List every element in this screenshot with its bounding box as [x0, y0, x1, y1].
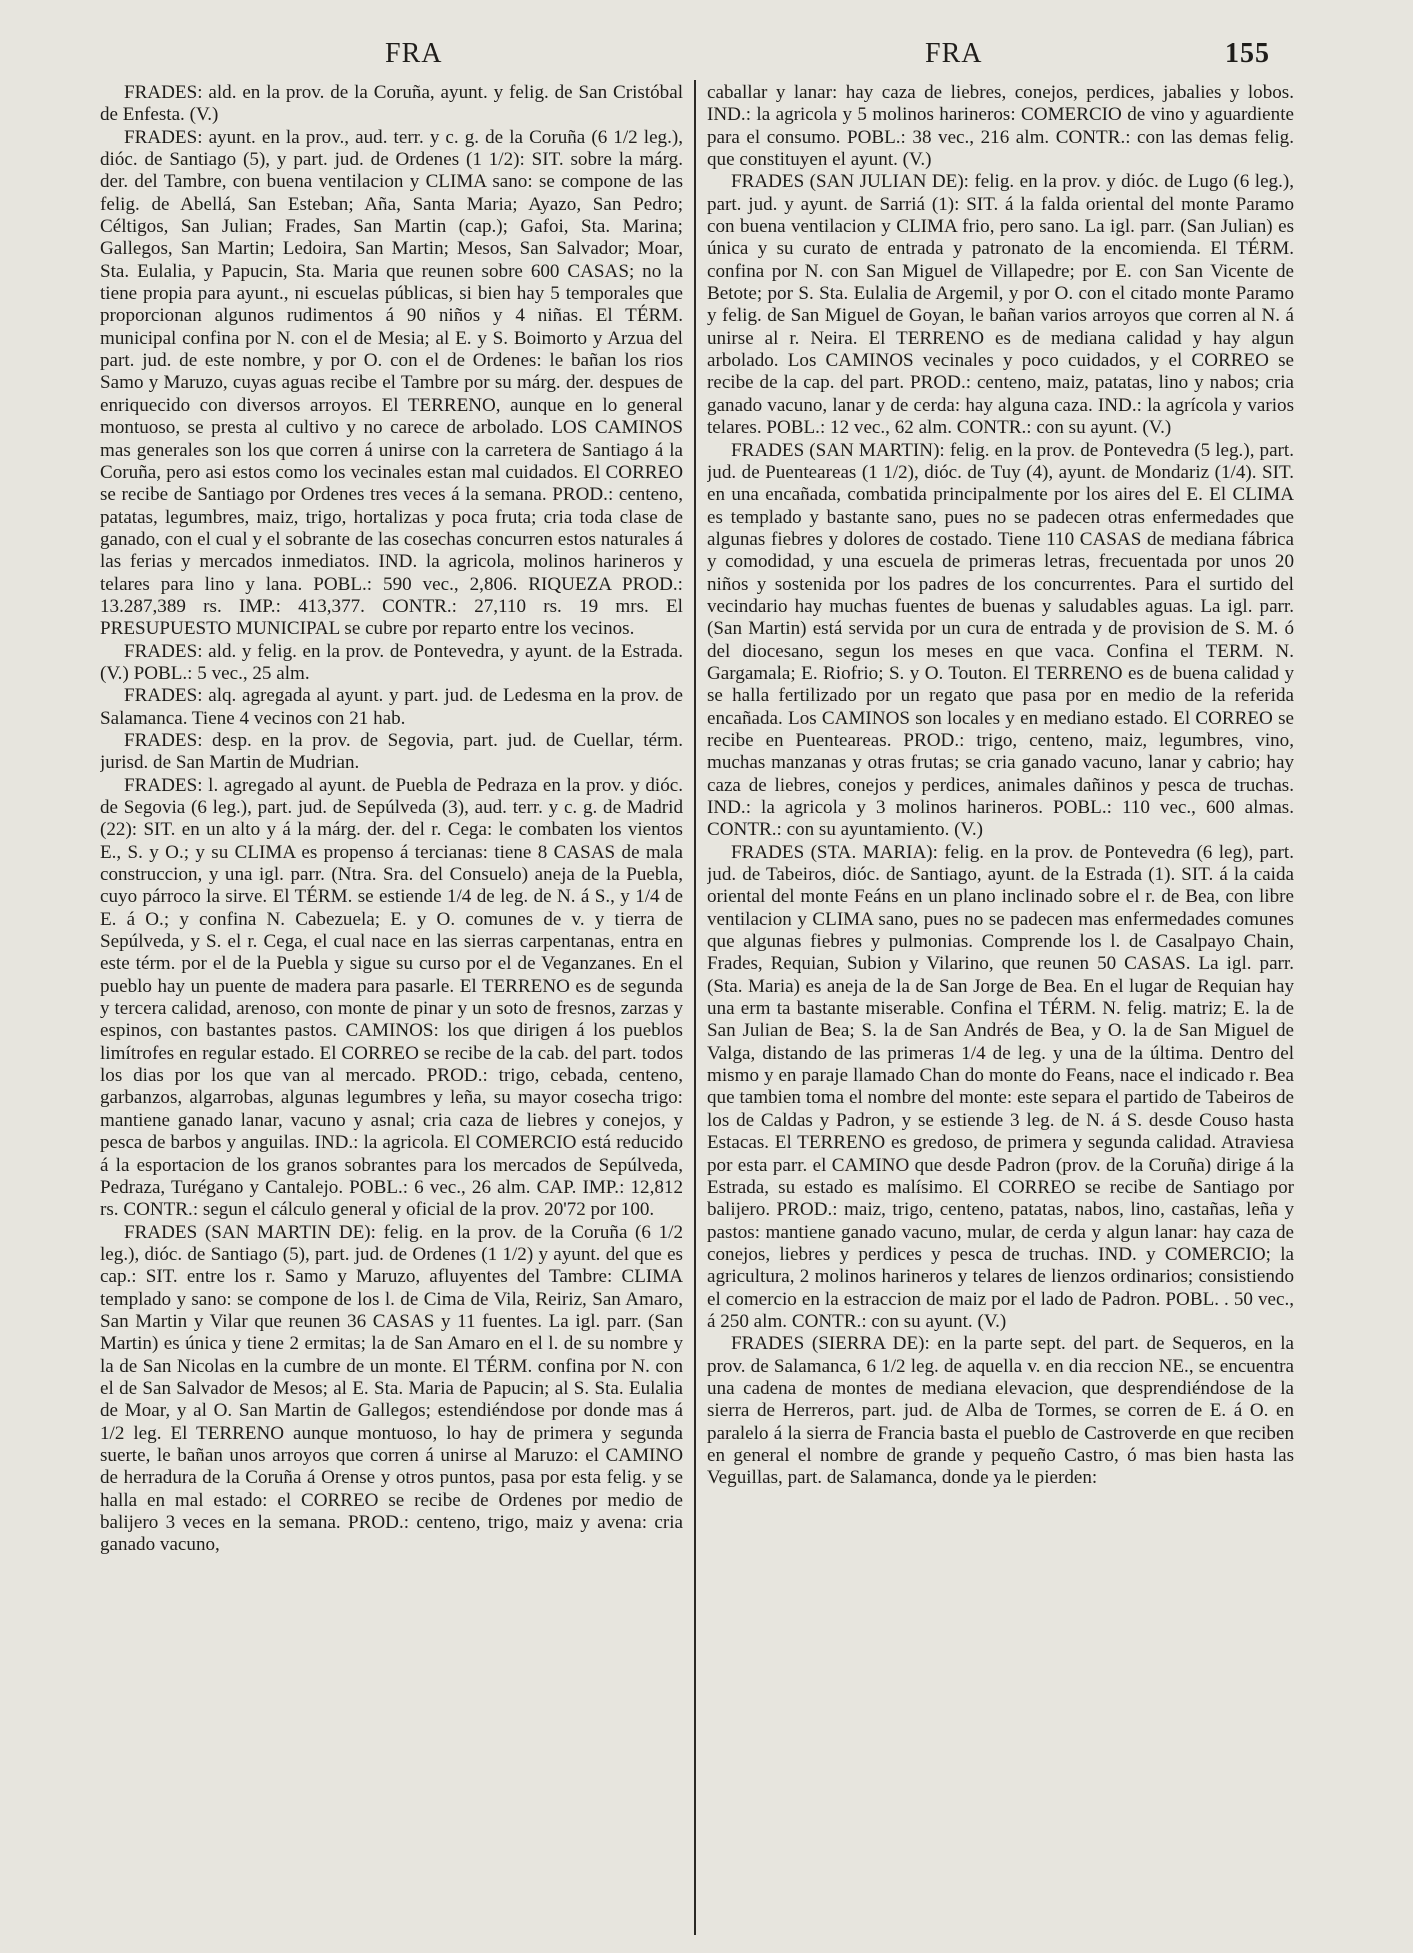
entry-frades-ledesma: FRADES: alq. agregada al ayunt. y part. jud. de Ledesma en la prov. de Salamanca. Tiene 4 vecinos con 21 hab. — [100, 685, 683, 729]
entry-frades-sierra-de: FRADES (SIERRA DE): en la parte sept. del part. de Sequeros, en la prov. de Salamanca, 6 1/2 leg. de aquella v. en dia reccion NE., se encuentra una cadena de montes de mediana elevacion, que desprendiéndose de la sierra de Herreros, part. jud. de Alba de Tormes, se corren de E. á O. en paralelo á la sierra de Francia basta el pueblo de Castroverde en que reciben en general el nombre de grande y pequeño Castro, ó mas bien hasta las Veguillas, part. de Salamanca, donde ya le pierden: — [707, 1333, 1294, 1489]
entry-frades-san-martin-de: FRADES (SAN MARTIN DE): felig. en la prov. de la Coruña (6 1/2 leg.), dióc. de Santiago (5), part. jud. de Ordenes (1 1/2) y ayunt. del que es cap.: SIT. entre los r. Samo y Maruzo, afluyentes del Tambre: CLIMA templado y sano: se compone de los l. de Cima de Vila, Reiriz, San Amaro, San Martin y Vilar que reunen 36 CASAS y 11 fuentes. La igl. parr. (San Martin) es única y tiene 2 ermitas; la de San Amaro en el l. de su nombre y la de San Nicolas en la cumbre de un monte. El TÉRM. confina por N. con el de San Salvador de Mesos; al E. Sta. Maria de Papucin; al S. Sta. Eulalia de Moar, y al O. San Martin de Gallegos; estendiéndose por donde mas á 1/2 leg. El TERRENO aunque montuoso, lo hay de primera y segunda suerte, le bañan unos arroyos que corren á unirse al Maruzo: el CAMINO de herradura de la Coruña á Orense y otros puntos, pasa por esta felig. y se halla en mal estado: el CORREO se recibe de Ordenes por medio de balijero 3 veces en la semana. PROD.: centeno, trigo, maiz y avena: cria ganado vacuno, — [100, 1221, 683, 1556]
entry-frades-aldea-coruna: FRADES: ald. en la prov. de la Coruña, ayunt. y felig. de San Cristóbal de Enfesta. (V.) — [100, 82, 683, 126]
entry-frades-pontevedra-estrada: FRADES: ald. y felig. en la prov. de Pontevedra, y ayunt. de la Estrada. (V.) POBL.: 5 vec., 25 alm. — [100, 640, 683, 684]
page-number: 155 — [1225, 38, 1270, 69]
right-column — [707, 82, 1294, 1937]
entry-frades-sta-maria: FRADES (STA. MARIA): felig. en la prov. de Pontevedra (6 leg), part. jud. de Tabeiros, dióc. de Santiago, ayunt. de la Estrada (1). SIT. á la caida oriental del monte Feáns en un plano inclinado sobre el r. de Bea, con libre ventilacion y CLIMA sano, pues no se padecen mas enfermedades comunes que algunas fiebres y pulmonias. Comprende los l. de Casalpayo Chain, Frades, Requian, Subion y Vilarino, que reunen 50 CASAS. La igl. parr. (Sta. Maria) es aneja de la de San Jorge de Bea. En el lugar de Requian hay una erm ta bastante miserable. Confina el TÉRM. N. felig. matriz; E. la de San Julian de Bea; S. la de San Andrés de Bea, y O. la de San Miguel de Valga, distando de las primeras 1/4 de leg. y una de la última. Dentro del mismo y en paraje llamado Chan do monte do Feans, nace el indicado r. Bea que tambien toma el nombre del monte: este separa el partido de Tabeiros de los de Caldas y Padron, y se estiende 3 leg. de N. á S. desde Couso hasta Estacas. El TERRENO es gredoso, de primera y segunda calidad. Atraviesa por esta parr. el CAMINO que desde Padron (prov. de la Coruña) dirige á la Estrada, su estado es malísimo. El CORREO se recibe de Santiago por balijero. PROD.: maiz, trigo, centeno, patatas, nabos, lino, castañas, leña y pastos: mantiene ganado vacuno, mular, de cerda y algun lanar: hay caza de conejos, liebres y perdices y pesca de truchas. IND. y COMERCIO; la agricultura, 2 molinos harineros y telares de lienzos ordinarios; consistiendo el comercio en la estraccion de maiz por el lado de Padron. POBL. . 50 vec., á 250 alm. CONTR.: con su ayunt. (V.) — [707, 841, 1294, 1332]
entry-continuation: caballar y lanar: hay caza de liebres, conejos, perdices, jabalies y lobos. IND.: la agricola y 5 molinos harineros: COMERCIO de vino y aguardiente para el consumo. POBL.: 38 vec., 216 alm. CONTR.: con las demas felig. que constituyen el ayunt. (V.) — [707, 82, 1294, 171]
entry-frades-ayuntamiento: FRADES: ayunt. en la prov., aud. terr. y c. g. de la Coruña (6 1/2 leg.), dióc. de Santiago (5), y part. jud. de Ordenes (1 1/2): SIT. sobre la márg. der. del Tambre, con buena ventilacion y CLIMA sano: se compone de las felig. de Abellá, San Esteban; Aña, Santa Maria; Ayazo, San Pedro; Céltigos, San Julian; Frades, San Martin (cap.); Gafoi, Sta. Marina; Gallegos, San Martin; Ledoira, San Martin; Mesos, San Salvador; Moar, Sta. Eulalia, y Papucin, Sta. Maria que reunen sobre 600 CASAS; no la tiene propia para ayunt., ni escuelas públicas, si bien hay 5 temporales que proporcionan algunos rudimentos á 90 niños y 4 niñas. El TÉRM. municipal confina por N. con el de Mesia; al E. y S. Boimorto y Arzua del part. jud. de este nombre, y por O. con el de Ordenes: le bañan los rios Samo y Maruzo, cuyas aguas recibe el Tambre por su márg. der. despues de enriquecido con diversos arroyos. El TERRENO, aunque en lo general montuoso, se presta al cultivo y no carece de arbolado. LOS CAMINOS mas generales son los que corren á unirse con la carretera de Santiago á la Coruña, pero asi estos como los vecinales estan mal cuidados. El CORREO se recibe de Santiago por Ordenes tres veces á la semana. PROD.: centeno, patatas, legumbres, maiz, trigo, hortalizas y poca fruta; cria toda clase de ganado, con el cual y el sobrante de las cosechas concurren estos naturales á las ferias y mercados inmediatos. IND. la agricola, molinos harineros y telares para lino y lana. POBL.: 590 vec., 2,806. RIQUEZA PROD.: 13.287,389 rs. IMP.: 413,377. CONTR.: 27,110 rs. 19 mrs. El PRESUPUESTO MUNICIPAL se cubre por reparto entre los vecinos. — [100, 126, 683, 640]
column-divider — [694, 80, 696, 1935]
running-head-right: FRA — [925, 38, 983, 69]
running-head-left: FRA — [385, 38, 443, 69]
left-column — [100, 82, 683, 1937]
entry-frades-puebla-pedraza: FRADES: l. agregado al ayunt. de Puebla de Pedraza en la prov. y dióc. de Segovia (6 leg.), part. jud. de Sepúlveda (3), aud. terr. y c. g. de Madrid (22): SIT. en un alto y á la márg. der. del r. Cega: le combaten los vientos E., S. y O.; y su CLIMA es propenso á tercianas: tiene 8 CASAS de mala construccion, y una igl. parr. (Ntra. Sra. del Consuelo) aneja de la Puebla, cuyo párroco la sirve. El TÉRM. se estiende 1/4 de leg. de N. á S., y 1/4 de E. á O.; y confina N. Cabezuela; E. y O. comunes de v. y tierra de Sepúlveda, y S. el r. Cega, el cual nace en las sierras carpentanas, entra en este térm. por el de la Puebla y sigue su curso por el de Veganzanes. En el pueblo hay un puente de madera para pasarle. El TERRENO es de segunda y tercera calidad, arenoso, con monte de pinar y un soto de fresnos, zarzas y espinos, con bastantes pastos. CAMINOS: los que dirigen á los pueblos limítrofes en regular estado. El CORREO se recibe de la cab. del part. todos los dias por los que van al mercado. PROD.: trigo, cebada, centeno, garbanzos, algarrobas, algunas legumbres y leña, su mayor cosecha trigo: mantiene ganado lanar, vacuno y asnal; cria caza de liebres y conejos, y pesca de barbos y anguilas. IND.: la agricola. El COMERCIO está reducido á la esportacion de los granos sobrantes para los mercados de Sepúlveda, Pedraza, Turégano y Cantalejo. POBL.: 6 vec., 26 alm. CAP. IMP.: 12,812 rs. CONTR.: segun el cálculo general y oficial de la prov. 20'72 por 100. — [100, 774, 683, 1221]
entry-frades-san-julian-de: FRADES (SAN JULIAN DE): felig. en la prov. y dióc. de Lugo (6 leg.), part. jud. y ayunt. de Sarriá (1): SIT. á la falda oriental del monte Paramo con buena ventilacion y CLIMA frio, pero sano. La igl. parr. (San Julian) es única y su curato de entrada y patronato de la encomienda. El TÉRM. confina por N. con San Miguel de Villapedre; por E. con San Vicente de Betote; por S. Sta. Eulalia de Argemil, y por O. con el citado monte Paramo y felig. de San Miguel de Goyan, le bañan varios arroyos que corren al N. á unirse al r. Neira. El TERRENO es de mediana calidad y hay algun arbolado. Los CAMINOS vecinales y poco cuidados, y el CORREO se recibe de la cap. del part. PROD.: centeno, maiz, patatas, lino y nabos; cria ganado vacuno, lanar y de cerda: hay alguna caza. IND.: la agrícola y varios telares. POBL.: 12 vec., 62 alm. CONTR.: con su ayunt. (V.) — [707, 171, 1294, 439]
entry-frades-cuellar: FRADES: desp. en la prov. de Segovia, part. jud. de Cuellar, térm. jurisd. de San Martin de Mudrian. — [100, 729, 683, 774]
entry-frades-san-martin-pontevedra: FRADES (SAN MARTIN): felig. en la prov. de Pontevedra (5 leg.), part. jud. de Puenteareas (1 1/2), dióc. de Tuy (4), ayunt. de Mondariz (1/4). SIT. en una encañada, combatida principalmente por los aires del E. El CLIMA es templado y bastante sano, pues no se padecen otras enfermedades que algunas fiebres y dolores de costado. Tiene 110 CASAS de mediana fábrica y comodidad, y una escuela de primeras letras, frecuentada por unos 20 niños y sostenida por los padres de los concurrentes. Para el surtido del vecindario hay muchas fuentes de buenas y saludables aguas. La igl. parr. (San Martin) está servida por un cura de entrada y de provision de S. M. ó del diocesano, segun los meses en que vaca. Confina el TERM. N. Gargamala; E. Riofrio; S. y O. Touton. El TERRENO es de buena calidad y se halla fertilizado por un regato que pasa por en medio de la referida encañada. Los CAMINOS son locales y en mediano estado. El CORREO se recibe en Puenteareas. PROD.: trigo, centeno, maiz, legumbres, vino, muchas manzanas y otras frutas; se cria ganado vacuno, lanar y cabrio; hay caza de liebres, conejos y perdices, animales dañinos y pesca de truchas. IND.: la agricola y 3 molinos harineros. POBL.: 110 vec., 600 almas. CONTR.: con su ayuntamiento. (V.) — [707, 439, 1294, 841]
